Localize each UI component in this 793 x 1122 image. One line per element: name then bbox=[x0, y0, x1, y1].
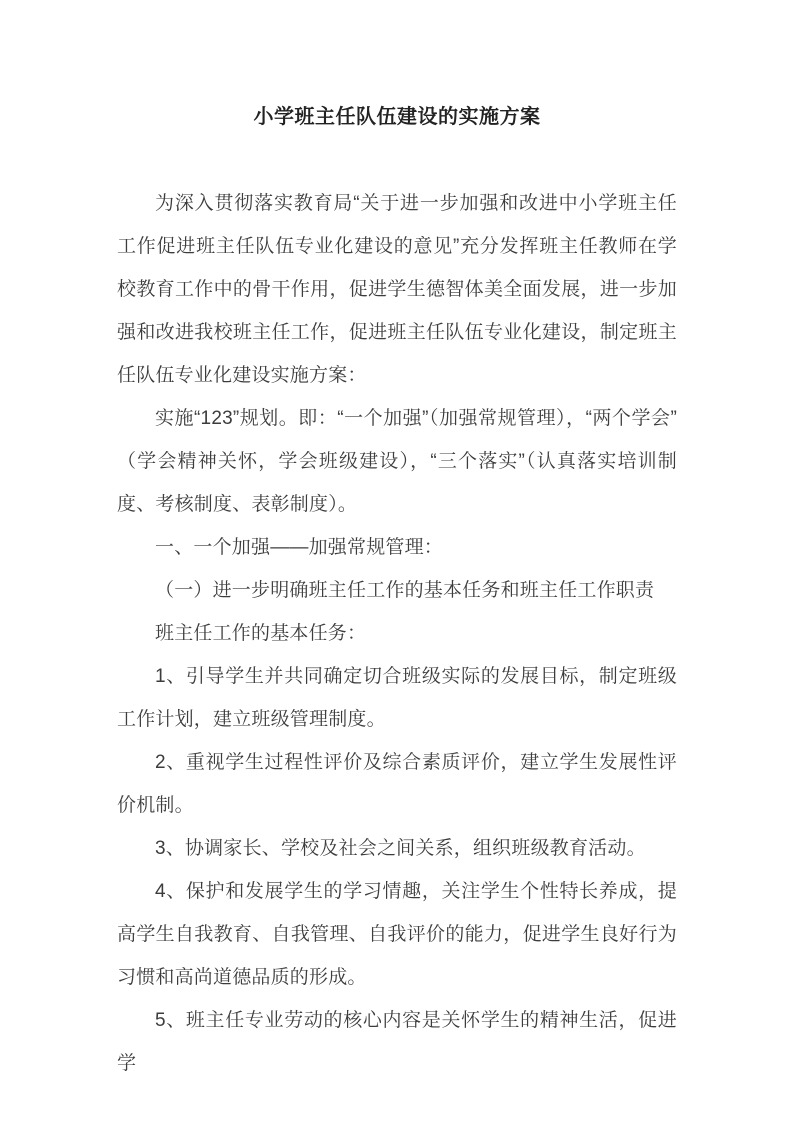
paragraph-task-3: 3、协调家长、学校及社会之间关系，组织班级教育活动。 bbox=[155, 838, 646, 859]
paragraph-task-4: 4、保护和发展学生的学习情趣，关注学生个性特长养成，提高学生自我教育、自我管理、自我评价的能力，促进学生良好行为习惯和高尚道德品质的形成。 bbox=[117, 881, 677, 988]
paragraph-tasks-lead: 班主任工作的基本任务： bbox=[155, 623, 367, 644]
paragraph-intro: 为深入贯彻落实教育局“关于进一步加强和改进中小学班主任工作促进班主任队伍专业化建设的意见”充分发挥班主任教师在学校教育工作中的骨干作用，促进学生德智体美全面发展，进一步加强和改进我校班主任工作，促进班主任队伍专业化建设，制定班主任队伍专业化建设实施方案： bbox=[117, 193, 677, 386]
paragraph-task-5: 5、班主任专业劳动的核心内容是关怀学生的精神生活，促进学 bbox=[117, 1010, 677, 1074]
paragraph-task-2: 2、重视学生过程性评价及综合素质评价，建立学生发展性评价机制。 bbox=[117, 752, 677, 816]
paragraph-plan-123: 实施“123”规划。即：“一个加强”（加强常规管理），“两个学会”（学会精神关怀，学会班级建设），“三个落实”（认真落实培训制度、考核制度、表彰制度）。 bbox=[117, 408, 677, 515]
document-body bbox=[117, 182, 677, 1085]
heading-section-1: 一、一个加强——加强常规管理： bbox=[155, 537, 444, 558]
document-title: 小学班主任队伍建设的实施方案 bbox=[253, 106, 541, 128]
paragraph-task-1: 1、引导学生并共同确定切合班级实际的发展目标，制定班级工作计划，建立班级管理制度。 bbox=[117, 666, 677, 730]
heading-subsection-1: （一）进一步明确班主任工作的基本任务和班主任工作职责 bbox=[155, 580, 655, 601]
